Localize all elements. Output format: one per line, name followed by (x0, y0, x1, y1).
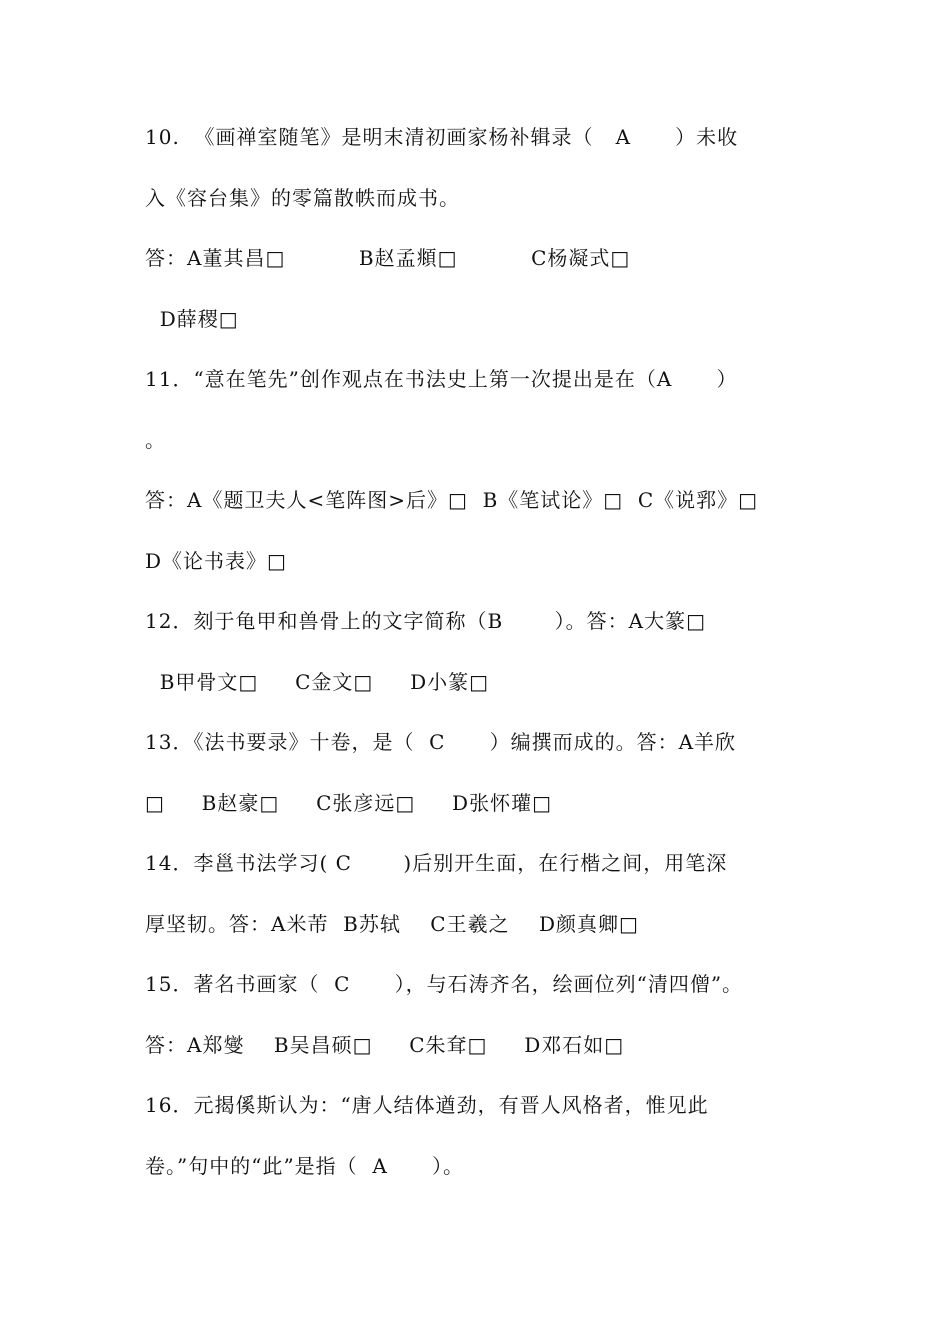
question-13-options: □ B赵豪□ C张彦远□ D张怀瓘□ (145, 791, 552, 815)
question-14-line-1: 14．李邕书法学习( C )后别开生面，在行楷之间，用笔深 (145, 851, 728, 875)
question-13-line-1: 13．《法书要录》十卷，是（ C ）编撰而成的。答：A羊欣 (145, 730, 737, 754)
question-11-option-d: D《论书表》□ (145, 549, 287, 573)
question-10-options: 答：A董其昌□ B赵孟頫□ C杨凝式□ (145, 246, 631, 270)
question-10-line-1: 10. 《画禅室随笔》是明末清初画家杨补辑录（ A ）未收 (145, 125, 739, 149)
question-16-line-1: 16．元揭傒斯认为：“唐人结体遒劲，有晋人风格者，惟见此 (145, 1093, 709, 1117)
question-10-option-d: D薛稷□ (145, 307, 239, 331)
question-12-line-1: 12．刻于龟甲和兽骨上的文字简称（B ）。答：A大篆□ (145, 609, 706, 633)
question-15-options: 答：A郑燮 B吴昌硕□ C朱耷□ D邓石如□ (145, 1033, 625, 1057)
question-11-options: 答：A《题卫夫人<笔阵图>后》□ B《笔试论》□ C《说郛》□ (145, 488, 759, 512)
question-10-line-2: 入《容台集》的零篇散帙而成书。 (145, 186, 460, 210)
question-11-line-2: 。 (145, 428, 166, 452)
question-14-line-2: 厚坚韧。答：A米芾 B苏轼 C王羲之 D颜真卿□ (145, 912, 639, 936)
question-15-line-1: 15．著名书画家（ C ），与石涛齐名，绘画位列“清四僧”。 (145, 972, 744, 996)
question-16-line-2: 卷。”句中的“此”是指（ A ）。 (145, 1154, 464, 1178)
question-12-options: B甲骨文□ C金文□ D小篆□ (145, 670, 490, 694)
question-11-line-1: 11．“意在笔先”创作观点在书法史上第一次提出是在（A ） (145, 367, 738, 391)
